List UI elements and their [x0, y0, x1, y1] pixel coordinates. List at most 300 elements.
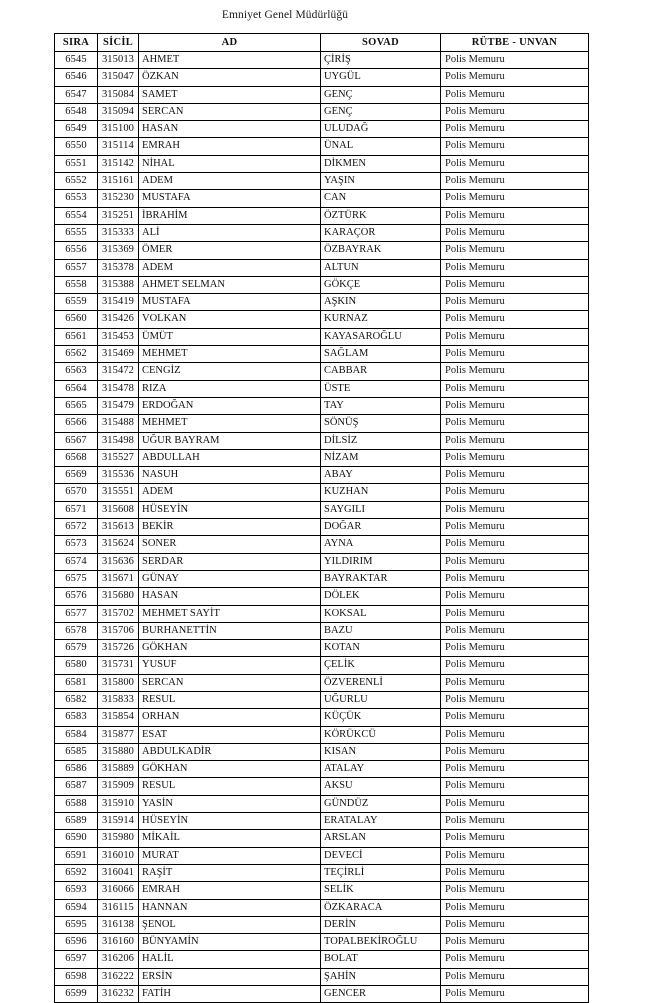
cell-soyad: SAĞLAM [321, 346, 441, 363]
cell-ad: ORHAN [139, 709, 321, 726]
cell-sira: 6564 [55, 380, 98, 397]
table-row [55, 778, 589, 795]
cell-rutbe: Polis Memuru [441, 259, 589, 276]
cell-sicil: 315498 [98, 432, 139, 449]
cell-sicil: 315800 [98, 674, 139, 691]
table-row [55, 190, 589, 207]
cell-soyad: TEÇİRLİ [321, 864, 441, 881]
table-row [55, 864, 589, 881]
cell-sicil: 316041 [98, 864, 139, 881]
table-row [55, 951, 589, 968]
table-row [55, 328, 589, 345]
cell-soyad: SAYGILI [321, 501, 441, 518]
cell-sicil: 316066 [98, 882, 139, 899]
cell-rutbe: Polis Memuru [441, 674, 589, 691]
table-row [55, 674, 589, 691]
table-body [55, 52, 589, 1003]
table-row [55, 52, 589, 69]
cell-ad: MİKAİL [139, 830, 321, 847]
cell-soyad: GENCER [321, 986, 441, 1003]
cell-rutbe: Polis Memuru [441, 501, 589, 518]
table-row [55, 813, 589, 830]
cell-sira: 6569 [55, 467, 98, 484]
cell-soyad: UĞURLU [321, 691, 441, 708]
cell-soyad: ULUDAĞ [321, 121, 441, 138]
cell-soyad: GÜNDÜZ [321, 795, 441, 812]
cell-ad: ALİ [139, 224, 321, 241]
cell-soyad: KUZHAN [321, 484, 441, 501]
cell-sira: 6580 [55, 657, 98, 674]
cell-sira: 6599 [55, 986, 98, 1003]
cell-sicil: 315726 [98, 640, 139, 657]
cell-ad: GÖKHAN [139, 640, 321, 657]
table-row [55, 882, 589, 899]
cell-soyad: ÖZBAYRAK [321, 242, 441, 259]
cell-sira: 6584 [55, 726, 98, 743]
cell-rutbe: Polis Memuru [441, 986, 589, 1003]
cell-rutbe: Polis Memuru [441, 813, 589, 830]
cell-sira: 6576 [55, 588, 98, 605]
cell-sicil: 315142 [98, 155, 139, 172]
cell-rutbe: Polis Memuru [441, 276, 589, 293]
cell-sicil: 315877 [98, 726, 139, 743]
table-row [55, 121, 589, 138]
cell-soyad: AKSU [321, 778, 441, 795]
cell-rutbe: Polis Memuru [441, 622, 589, 639]
cell-rutbe: Polis Memuru [441, 311, 589, 328]
cell-soyad: SÖNÜŞ [321, 415, 441, 432]
cell-sicil: 316138 [98, 916, 139, 933]
cell-ad: MEHMET [139, 346, 321, 363]
cell-sicil: 315854 [98, 709, 139, 726]
cell-ad: MEHMET SAYİT [139, 605, 321, 622]
table-row [55, 570, 589, 587]
cell-ad: HÜSEYİN [139, 813, 321, 830]
cell-ad: ADEM [139, 173, 321, 190]
table-row [55, 484, 589, 501]
cell-soyad: YAŞIN [321, 173, 441, 190]
cell-sira: 6552 [55, 173, 98, 190]
cell-soyad: KOKSAL [321, 605, 441, 622]
cell-sira: 6562 [55, 346, 98, 363]
cell-sicil: 315702 [98, 605, 139, 622]
table-row [55, 103, 589, 120]
cell-ad: HASAN [139, 588, 321, 605]
cell-sira: 6551 [55, 155, 98, 172]
cell-sira: 6553 [55, 190, 98, 207]
cell-ad: MUSTAFA [139, 190, 321, 207]
table-row [55, 709, 589, 726]
cell-rutbe: Polis Memuru [441, 830, 589, 847]
cell-sicil: 315880 [98, 743, 139, 760]
cell-soyad: KÖRÜKCÜ [321, 726, 441, 743]
cell-rutbe: Polis Memuru [441, 588, 589, 605]
cell-ad: SERCAN [139, 674, 321, 691]
cell-sicil: 316160 [98, 934, 139, 951]
cell-soyad: GENÇ [321, 103, 441, 120]
cell-soyad: ERATALAY [321, 813, 441, 830]
cell-ad: GÜNAY [139, 570, 321, 587]
cell-rutbe: Polis Memuru [441, 86, 589, 103]
cell-sira: 6573 [55, 536, 98, 553]
cell-rutbe: Polis Memuru [441, 415, 589, 432]
cell-sicil: 316206 [98, 951, 139, 968]
cell-rutbe: Polis Memuru [441, 467, 589, 484]
cell-rutbe: Polis Memuru [441, 155, 589, 172]
cell-ad: HÜSEYİN [139, 501, 321, 518]
cell-soyad: YILDIRIM [321, 553, 441, 570]
cell-rutbe: Polis Memuru [441, 691, 589, 708]
cell-ad: İBRAHİM [139, 207, 321, 224]
cell-sira: 6565 [55, 397, 98, 414]
table-row [55, 397, 589, 414]
cell-sicil: 315527 [98, 449, 139, 466]
cell-soyad: TOPALBEKİROĞLU [321, 934, 441, 951]
cell-sira: 6570 [55, 484, 98, 501]
cell-ad: GÖKHAN [139, 761, 321, 778]
cell-soyad: AŞKIN [321, 294, 441, 311]
cell-soyad: BAYRAKTAR [321, 570, 441, 587]
cell-ad: MURAT [139, 847, 321, 864]
cell-ad: HANNAN [139, 899, 321, 916]
cell-sira: 6557 [55, 259, 98, 276]
table-row [55, 968, 589, 985]
cell-sira: 6591 [55, 847, 98, 864]
cell-soyad: BOLAT [321, 951, 441, 968]
cell-sira: 6558 [55, 276, 98, 293]
cell-sira: 6581 [55, 674, 98, 691]
cell-soyad: ABAY [321, 467, 441, 484]
cell-sira: 6578 [55, 622, 98, 639]
cell-sicil: 315251 [98, 207, 139, 224]
cell-sira: 6549 [55, 121, 98, 138]
cell-rutbe: Polis Memuru [441, 380, 589, 397]
cell-sicil: 315472 [98, 363, 139, 380]
cell-sicil: 315636 [98, 553, 139, 570]
table-row [55, 242, 589, 259]
table-row [55, 346, 589, 363]
cell-sicil: 315624 [98, 536, 139, 553]
cell-sicil: 315369 [98, 242, 139, 259]
cell-sira: 6595 [55, 916, 98, 933]
table-row [55, 449, 589, 466]
table-row [55, 467, 589, 484]
cell-sicil: 315980 [98, 830, 139, 847]
cell-sira: 6574 [55, 553, 98, 570]
cell-sicil: 315478 [98, 380, 139, 397]
cell-ad: MUSTAFA [139, 294, 321, 311]
cell-rutbe: Polis Memuru [441, 52, 589, 69]
table-row [55, 934, 589, 951]
cell-ad: SONER [139, 536, 321, 553]
cell-soyad: ÇELİK [321, 657, 441, 674]
table-header-row [55, 34, 589, 52]
table-row [55, 259, 589, 276]
table-row [55, 294, 589, 311]
cell-ad: RIZA [139, 380, 321, 397]
cell-sira: 6597 [55, 951, 98, 968]
table-row [55, 986, 589, 1003]
cell-ad: RAŞİT [139, 864, 321, 881]
cell-ad: NİHAL [139, 155, 321, 172]
cell-ad: RESUL [139, 691, 321, 708]
cell-soyad: ÇİRİŞ [321, 52, 441, 69]
cell-sira: 6598 [55, 968, 98, 985]
cell-soyad: CAN [321, 190, 441, 207]
cell-soyad: KAYASAROĞLU [321, 328, 441, 345]
table-row [55, 622, 589, 639]
cell-sicil: 315378 [98, 259, 139, 276]
cell-soyad: CABBAR [321, 363, 441, 380]
column-header-sicil: SİCİL [98, 34, 139, 52]
cell-sicil: 315161 [98, 173, 139, 190]
table-row [55, 155, 589, 172]
cell-sira: 6555 [55, 224, 98, 241]
cell-sicil: 316232 [98, 986, 139, 1003]
cell-sicil: 315613 [98, 519, 139, 536]
cell-sicil: 315671 [98, 570, 139, 587]
cell-sira: 6567 [55, 432, 98, 449]
cell-sicil: 315551 [98, 484, 139, 501]
cell-rutbe: Polis Memuru [441, 207, 589, 224]
cell-ad: VOLKAN [139, 311, 321, 328]
personnel-roster-table [54, 33, 589, 1003]
roster-table-container [54, 33, 588, 1003]
cell-ad: ÖZKAN [139, 69, 321, 86]
cell-rutbe: Polis Memuru [441, 795, 589, 812]
table-header [55, 34, 589, 52]
cell-sira: 6559 [55, 294, 98, 311]
cell-rutbe: Polis Memuru [441, 484, 589, 501]
table-row [55, 726, 589, 743]
cell-sicil: 315388 [98, 276, 139, 293]
cell-ad: ABDULKADİR [139, 743, 321, 760]
cell-sira: 6560 [55, 311, 98, 328]
cell-rutbe: Polis Memuru [441, 934, 589, 951]
cell-ad: BÜNYAMİN [139, 934, 321, 951]
cell-soyad: KISAN [321, 743, 441, 760]
cell-sira: 6594 [55, 899, 98, 916]
cell-rutbe: Polis Memuru [441, 778, 589, 795]
table-row [55, 224, 589, 241]
cell-rutbe: Polis Memuru [441, 570, 589, 587]
cell-sicil: 316010 [98, 847, 139, 864]
cell-rutbe: Polis Memuru [441, 916, 589, 933]
cell-ad: YUSUF [139, 657, 321, 674]
cell-sicil: 315230 [98, 190, 139, 207]
cell-rutbe: Polis Memuru [441, 761, 589, 778]
cell-ad: HALİL [139, 951, 321, 968]
cell-soyad: ÖZKARACA [321, 899, 441, 916]
cell-ad: YASİN [139, 795, 321, 812]
cell-soyad: DİKMEN [321, 155, 441, 172]
cell-sicil: 316222 [98, 968, 139, 985]
cell-sicil: 315680 [98, 588, 139, 605]
cell-sicil: 315731 [98, 657, 139, 674]
cell-soyad: ALTUN [321, 259, 441, 276]
cell-rutbe: Polis Memuru [441, 294, 589, 311]
cell-soyad: KURNAZ [321, 311, 441, 328]
cell-ad: NASUH [139, 467, 321, 484]
cell-sira: 6546 [55, 69, 98, 86]
cell-sira: 6563 [55, 363, 98, 380]
cell-soyad: ÖZVERENLİ [321, 674, 441, 691]
cell-soyad: KÜÇÜK [321, 709, 441, 726]
cell-soyad: TAY [321, 397, 441, 414]
table-row [55, 553, 589, 570]
cell-sicil: 315047 [98, 69, 139, 86]
table-row [55, 640, 589, 657]
cell-rutbe: Polis Memuru [441, 709, 589, 726]
cell-ad: ERSİN [139, 968, 321, 985]
cell-rutbe: Polis Memuru [441, 224, 589, 241]
cell-soyad: DEVECİ [321, 847, 441, 864]
table-row [55, 795, 589, 812]
cell-sicil: 315914 [98, 813, 139, 830]
cell-soyad: KARAÇOR [321, 224, 441, 241]
cell-sicil: 315706 [98, 622, 139, 639]
cell-soyad: DÖLEK [321, 588, 441, 605]
cell-sira: 6596 [55, 934, 98, 951]
table-row [55, 830, 589, 847]
cell-rutbe: Polis Memuru [441, 346, 589, 363]
cell-soyad: DOĞAR [321, 519, 441, 536]
cell-sira: 6568 [55, 449, 98, 466]
table-row [55, 86, 589, 103]
cell-sicil: 315094 [98, 103, 139, 120]
cell-rutbe: Polis Memuru [441, 397, 589, 414]
cell-rutbe: Polis Memuru [441, 138, 589, 155]
cell-ad: BURHANETTİN [139, 622, 321, 639]
cell-sicil: 315608 [98, 501, 139, 518]
cell-sira: 6566 [55, 415, 98, 432]
cell-rutbe: Polis Memuru [441, 899, 589, 916]
cell-sicil: 315479 [98, 397, 139, 414]
cell-soyad: KOTAN [321, 640, 441, 657]
cell-sira: 6582 [55, 691, 98, 708]
cell-rutbe: Polis Memuru [441, 121, 589, 138]
cell-rutbe: Polis Memuru [441, 657, 589, 674]
cell-sicil: 315426 [98, 311, 139, 328]
table-row [55, 847, 589, 864]
cell-ad: ADEM [139, 259, 321, 276]
table-row [55, 588, 589, 605]
cell-rutbe: Polis Memuru [441, 536, 589, 553]
cell-ad: EMRAH [139, 882, 321, 899]
table-row [55, 916, 589, 933]
cell-soyad: SELİK [321, 882, 441, 899]
cell-soyad: ÖZTÜRK [321, 207, 441, 224]
page-title: Emniyet Genel Müdürlüğü [221, 9, 349, 21]
cell-sira: 6554 [55, 207, 98, 224]
cell-rutbe: Polis Memuru [441, 432, 589, 449]
cell-sicil: 315114 [98, 138, 139, 155]
cell-rutbe: Polis Memuru [441, 242, 589, 259]
cell-sicil: 315910 [98, 795, 139, 812]
cell-soyad: BAZU [321, 622, 441, 639]
cell-rutbe: Polis Memuru [441, 743, 589, 760]
cell-rutbe: Polis Memuru [441, 951, 589, 968]
column-header-sira: SIRA [55, 34, 98, 52]
cell-ad: AHMET [139, 52, 321, 69]
cell-soyad: ŞAHİN [321, 968, 441, 985]
cell-ad: HASAN [139, 121, 321, 138]
cell-rutbe: Polis Memuru [441, 864, 589, 881]
cell-ad: ŞENOL [139, 916, 321, 933]
cell-ad: ESAT [139, 726, 321, 743]
cell-soyad: ARSLAN [321, 830, 441, 847]
cell-ad: CENGİZ [139, 363, 321, 380]
cell-sicil: 315013 [98, 52, 139, 69]
cell-ad: ÜMÜT [139, 328, 321, 345]
cell-sira: 6547 [55, 86, 98, 103]
cell-soyad: ATALAY [321, 761, 441, 778]
cell-ad: SERCAN [139, 103, 321, 120]
table-row [55, 691, 589, 708]
cell-rutbe: Polis Memuru [441, 190, 589, 207]
cell-ad: BEKİR [139, 519, 321, 536]
cell-rutbe: Polis Memuru [441, 968, 589, 985]
cell-sicil: 315909 [98, 778, 139, 795]
table-row [55, 519, 589, 536]
table-row [55, 311, 589, 328]
cell-sira: 6577 [55, 605, 98, 622]
cell-sira: 6588 [55, 795, 98, 812]
cell-sira: 6556 [55, 242, 98, 259]
cell-ad: EMRAH [139, 138, 321, 155]
table-row [55, 657, 589, 674]
table-row [55, 501, 589, 518]
cell-soyad: GÖKÇE [321, 276, 441, 293]
cell-rutbe: Polis Memuru [441, 328, 589, 345]
table-row [55, 899, 589, 916]
cell-sira: 6587 [55, 778, 98, 795]
cell-soyad: NİZAM [321, 449, 441, 466]
cell-sicil: 315084 [98, 86, 139, 103]
cell-sira: 6561 [55, 328, 98, 345]
cell-sira: 6593 [55, 882, 98, 899]
cell-soyad: DİLSİZ [321, 432, 441, 449]
cell-rutbe: Polis Memuru [441, 640, 589, 657]
cell-ad: ABDULLAH [139, 449, 321, 466]
cell-sicil: 315488 [98, 415, 139, 432]
cell-rutbe: Polis Memuru [441, 882, 589, 899]
cell-sicil: 315469 [98, 346, 139, 363]
column-header-rutbe: RÜTBE - UNVAN [441, 34, 589, 52]
cell-rutbe: Polis Memuru [441, 449, 589, 466]
cell-soyad: GENÇ [321, 86, 441, 103]
cell-sira: 6586 [55, 761, 98, 778]
cell-sira: 6572 [55, 519, 98, 536]
cell-rutbe: Polis Memuru [441, 173, 589, 190]
column-header-ad: AD [139, 34, 321, 52]
cell-ad: FATİH [139, 986, 321, 1003]
cell-sira: 6545 [55, 52, 98, 69]
table-row [55, 380, 589, 397]
table-row [55, 69, 589, 86]
cell-sira: 6589 [55, 813, 98, 830]
table-row [55, 363, 589, 380]
table-row [55, 432, 589, 449]
cell-sira: 6579 [55, 640, 98, 657]
cell-rutbe: Polis Memuru [441, 847, 589, 864]
cell-sicil: 315100 [98, 121, 139, 138]
cell-ad: SAMET [139, 86, 321, 103]
cell-rutbe: Polis Memuru [441, 363, 589, 380]
cell-sira: 6583 [55, 709, 98, 726]
cell-sira: 6575 [55, 570, 98, 587]
cell-ad: ÖMER [139, 242, 321, 259]
